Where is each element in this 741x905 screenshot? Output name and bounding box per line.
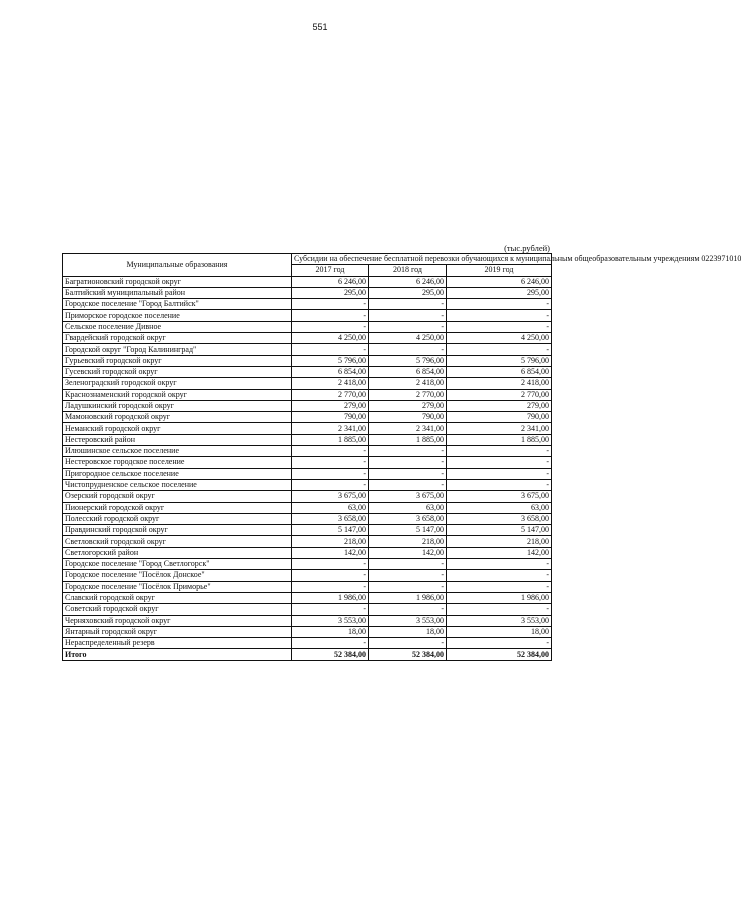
table-row — [63, 400, 552, 411]
table-row — [63, 299, 552, 310]
table-row — [63, 638, 552, 649]
table-row — [63, 333, 552, 344]
year-value-cell: 2 341,00 — [369, 423, 447, 434]
municipality-name: Янтарный городской округ — [63, 626, 292, 637]
municipality-name: Зеленоградский городской округ — [63, 378, 292, 389]
year-value-cell: 63,00 — [369, 502, 447, 513]
year-value-cell: 2 341,00 — [292, 423, 369, 434]
municipality-name: Гвардейский городской округ — [63, 333, 292, 344]
year-value-cell: - — [447, 310, 552, 321]
municipality-name: Полесский городской округ — [63, 513, 292, 524]
table-row — [63, 502, 552, 513]
year-value-cell: 4 250,00 — [369, 333, 447, 344]
year-value-cell: 5 796,00 — [447, 355, 552, 366]
table-row — [63, 525, 552, 536]
table-row — [63, 344, 552, 355]
year-value-cell: 142,00 — [292, 547, 369, 558]
municipality-name: Городское поселение "Посёлок Донское" — [63, 570, 292, 581]
year-value-cell: 790,00 — [369, 412, 447, 423]
municipality-name: Нестеровское городское поселение — [63, 457, 292, 468]
table-row — [63, 446, 552, 457]
municipality-name: Балтийский муниципальный район — [63, 287, 292, 298]
municipality-name: Сельское поселение Дивное — [63, 321, 292, 332]
municipality-name: Гусевский городской округ — [63, 366, 292, 377]
table-row — [63, 423, 552, 434]
year-value-cell: - — [292, 479, 369, 490]
year-value-cell: 5 796,00 — [369, 355, 447, 366]
year-value-cell: 18,00 — [292, 626, 369, 637]
municipality-name: Светлогорский район — [63, 547, 292, 558]
year-value-cell: 3 675,00 — [369, 491, 447, 502]
year-value-cell: - — [369, 559, 447, 570]
municipality-name: Приморское городское поселение — [63, 310, 292, 321]
year-value-cell: 295,00 — [292, 287, 369, 298]
municipality-name: Городское поселение "Посёлок Приморье" — [63, 581, 292, 592]
year-value-cell: 5 796,00 — [292, 355, 369, 366]
year-value-cell: 1 885,00 — [447, 434, 552, 445]
municipality-name: Городское поселение "Город Балтийск" — [63, 299, 292, 310]
year-value-cell: - — [292, 344, 369, 355]
year-value-cell: 1 986,00 — [447, 592, 552, 603]
table-row — [63, 468, 552, 479]
year-value-cell: - — [447, 479, 552, 490]
year-value-cell: 6 246,00 — [447, 276, 552, 287]
municipality-name: Городской округ "Город Калининград" — [63, 344, 292, 355]
year-value-cell: 18,00 — [369, 626, 447, 637]
year-value-cell: 790,00 — [447, 412, 552, 423]
year-value-cell: - — [292, 570, 369, 581]
year-value-cell: 3 553,00 — [447, 615, 552, 626]
year-value-cell: 6 246,00 — [369, 276, 447, 287]
municipality-name: Нестеровский район — [63, 434, 292, 445]
table-row — [63, 378, 552, 389]
table-row — [63, 287, 552, 298]
year-value-cell: - — [292, 604, 369, 615]
year-value-cell: 52 384,00 — [447, 649, 552, 660]
year-value-cell: 790,00 — [292, 412, 369, 423]
municipality-name: Светловский городской округ — [63, 536, 292, 547]
year-value-cell: - — [447, 457, 552, 468]
table-row — [63, 592, 552, 603]
year-value-cell: - — [369, 570, 447, 581]
year-value-cell: - — [447, 344, 552, 355]
year-value-cell: 279,00 — [292, 400, 369, 411]
year-value-cell: - — [447, 604, 552, 615]
year-value-cell: - — [447, 446, 552, 457]
year-value-cell: - — [447, 468, 552, 479]
year-value-cell: 218,00 — [369, 536, 447, 547]
table-row — [63, 412, 552, 423]
year-value-cell: 218,00 — [447, 536, 552, 547]
table-row — [63, 513, 552, 524]
municipality-name: Пригородное сельское поселение — [63, 468, 292, 479]
year-value-cell: 3 553,00 — [292, 615, 369, 626]
year-value-cell: - — [369, 446, 447, 457]
year-value-cell: 142,00 — [447, 547, 552, 558]
year-value-cell: - — [447, 559, 552, 570]
municipality-name: Краснознаменский городской округ — [63, 389, 292, 400]
year-value-cell: - — [369, 310, 447, 321]
year-value-cell: - — [292, 457, 369, 468]
table-row — [63, 615, 552, 626]
total-row — [63, 649, 552, 660]
year-value-cell: 6 854,00 — [447, 366, 552, 377]
table-row — [63, 321, 552, 332]
table-row — [63, 366, 552, 377]
table-row — [63, 355, 552, 366]
year-value-cell: 2 770,00 — [447, 389, 552, 400]
column-header-municipality: Муниципальные образования — [63, 254, 292, 277]
year-value-cell: - — [369, 638, 447, 649]
year-value-cell: - — [369, 468, 447, 479]
year-value-cell: - — [369, 299, 447, 310]
municipality-name: Черняховский городской округ — [63, 615, 292, 626]
year-value-cell: 3 675,00 — [292, 491, 369, 502]
municipality-name: Гурьевский городской округ — [63, 355, 292, 366]
year-value-cell: 18,00 — [447, 626, 552, 637]
year-value-cell: 2 341,00 — [447, 423, 552, 434]
year-value-cell: 3 658,00 — [447, 513, 552, 524]
year-value-cell: 1 986,00 — [369, 592, 447, 603]
year-value-cell: 279,00 — [447, 400, 552, 411]
year-value-cell: 295,00 — [369, 287, 447, 298]
year-value-cell: - — [292, 559, 369, 570]
year-value-cell: - — [369, 321, 447, 332]
municipality-name: Славский городской округ — [63, 592, 292, 603]
municipality-name: Правдинский городской округ — [63, 525, 292, 536]
year-value-cell: - — [292, 638, 369, 649]
year-value-cell: 2 418,00 — [369, 378, 447, 389]
year-value-cell: - — [292, 468, 369, 479]
municipality-name: Пионерский городской округ — [63, 502, 292, 513]
year-value-cell: 3 658,00 — [369, 513, 447, 524]
year-value-cell: - — [369, 457, 447, 468]
year-value-cell: 1 885,00 — [292, 434, 369, 445]
table-row — [63, 547, 552, 558]
table-row — [63, 389, 552, 400]
column-header-subsidy-title: Субсидии на обеспечение бесплатной перевозки обучающихся к муниципальным общеобразовательным учреждениям 0223971010 — [292, 254, 552, 265]
year-value-cell: 52 384,00 — [369, 649, 447, 660]
year-value-cell: - — [369, 581, 447, 592]
municipality-name: Нераспределенный резерв — [63, 638, 292, 649]
year-value-cell: 1 986,00 — [292, 592, 369, 603]
column-header-year: 2018 год — [369, 265, 447, 276]
year-value-cell: 63,00 — [292, 502, 369, 513]
year-value-cell: 5 147,00 — [369, 525, 447, 536]
municipality-name: Озерский городской округ — [63, 491, 292, 502]
municipality-name: Городское поселение "Город Светлогорск" — [63, 559, 292, 570]
year-value-cell: 6 854,00 — [292, 366, 369, 377]
municipality-name: Ладушкинский городской округ — [63, 400, 292, 411]
year-value-cell: 3 553,00 — [369, 615, 447, 626]
year-value-cell: 279,00 — [369, 400, 447, 411]
year-value-cell: - — [292, 581, 369, 592]
year-value-cell: 5 147,00 — [292, 525, 369, 536]
table-row — [63, 434, 552, 445]
municipality-name: Илюшинское сельское поселение — [63, 446, 292, 457]
municipality-name: Неманский городской округ — [63, 423, 292, 434]
year-value-cell: 6 246,00 — [292, 276, 369, 287]
year-value-cell: - — [369, 479, 447, 490]
table-row — [63, 581, 552, 592]
year-value-cell: - — [447, 638, 552, 649]
table-row — [63, 559, 552, 570]
year-value-cell: - — [292, 446, 369, 457]
year-value-cell: - — [292, 321, 369, 332]
year-value-cell: 218,00 — [292, 536, 369, 547]
year-value-cell: - — [447, 321, 552, 332]
subsidy-table — [62, 253, 741, 661]
year-value-cell: - — [447, 581, 552, 592]
year-value-cell: - — [447, 299, 552, 310]
table-body — [63, 276, 552, 660]
year-value-cell: - — [292, 310, 369, 321]
municipality-name: Советский городской округ — [63, 604, 292, 615]
year-value-cell: 2 418,00 — [292, 378, 369, 389]
municipality-name: Багратионовский городской округ — [63, 276, 292, 287]
year-value-cell: 3 658,00 — [292, 513, 369, 524]
table-row — [63, 491, 552, 502]
municipality-name: Мамоновский городской округ — [63, 412, 292, 423]
year-value-cell: - — [292, 299, 369, 310]
year-value-cell: 4 250,00 — [292, 333, 369, 344]
table-row — [63, 570, 552, 581]
year-value-cell: 1 885,00 — [369, 434, 447, 445]
year-value-cell: 6 854,00 — [369, 366, 447, 377]
column-header-year: 2019 год — [447, 265, 552, 276]
table-row — [63, 479, 552, 490]
table-row — [63, 276, 552, 287]
municipality-name: Чистопрудненское сельское поселение — [63, 479, 292, 490]
year-value-cell: 295,00 — [447, 287, 552, 298]
table-row — [63, 536, 552, 547]
table-row — [63, 310, 552, 321]
year-value-cell: 4 250,00 — [447, 333, 552, 344]
table-row — [63, 604, 552, 615]
table-row — [63, 457, 552, 468]
year-value-cell: 142,00 — [369, 547, 447, 558]
page-number: 551 — [312, 22, 328, 32]
year-value-cell: - — [369, 344, 447, 355]
year-value-cell: 5 147,00 — [447, 525, 552, 536]
year-value-cell: - — [369, 604, 447, 615]
column-header-year: 2017 год — [292, 265, 369, 276]
year-value-cell: 2 770,00 — [369, 389, 447, 400]
table-row — [63, 626, 552, 637]
municipality-name: Итого — [63, 649, 292, 660]
year-value-cell: - — [447, 570, 552, 581]
units-label: (тыс.рублей) — [504, 243, 550, 253]
year-value-cell: 3 675,00 — [447, 491, 552, 502]
year-value-cell: 2 770,00 — [292, 389, 369, 400]
year-value-cell: 2 418,00 — [447, 378, 552, 389]
year-value-cell: 63,00 — [447, 502, 552, 513]
year-value-cell: 52 384,00 — [292, 649, 369, 660]
